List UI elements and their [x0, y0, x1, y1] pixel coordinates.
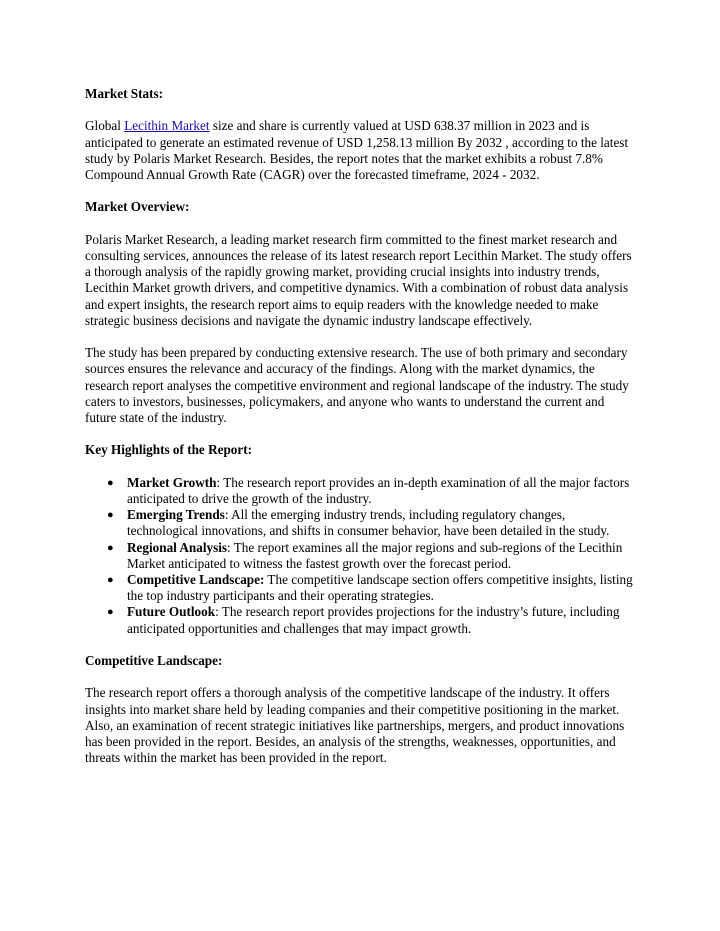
market-overview-heading: Market Overview: [85, 199, 190, 215]
market-overview-paragraph-1: Polaris Market Research, a leading market research firm committed to the finest market research and consulting services, announces the release of its latest research report Lecithin Market. The study offers a thorough analysis of the rapidly growing market, providing crucial insights into industry trends, Lecithin Market growth drivers, and competitive dynamics. With a combination of robust data analysis and expert insights, the research report aims to equip readers with the knowledge needed to make strategic business decisions and navigate the dynamic industry landscape effectively. [85, 231, 632, 328]
highlight-title: Future Outlook [127, 604, 216, 620]
key-highlights-list [85, 475, 636, 637]
highlight-text: The competitive landscape section offers competitive insights, listing the top industry participants and their operating strategies. [127, 572, 633, 604]
highlight-item [107, 539, 636, 572]
key-highlights-heading: Key Highlights of the Report: [85, 442, 253, 458]
lecithin-market-link[interactable]: Lecithin Market [124, 118, 210, 134]
bullet-icon: ● [107, 509, 114, 522]
highlight-text: : All the emerging industry trends, including regulatory changes, technological innovations, and shifts in consumer behavior, have been detailed in the study. [127, 507, 610, 539]
competitive-landscape-heading: Competitive Landscape: [85, 653, 223, 668]
market-stats-paragraph [85, 118, 636, 183]
highlight-title: Market Growth [127, 474, 217, 490]
highlight-item [107, 572, 636, 604]
highlight-item [107, 507, 636, 539]
highlight-text: : The research report provides projections for the industry’s future, including anticipated opportunities and challenges that may impact growth. [127, 604, 620, 636]
highlight-item [107, 474, 636, 507]
bullet-icon: ● [107, 606, 114, 619]
competitive-landscape-paragraph: The research report offers a thorough analysis of the competitive landscape of the industry. It offers insights into market share held by leading companies and their competitive positioning in the market. Also, an examination of recent strategic initiatives like partnerships, mergers, and product innovations has been provided in the report. Besides, an analysis of the strengths, weaknesses, opportunities, and threats within the market has been provided in the report. [85, 685, 625, 766]
market-stats-body: size and share is currently valued at USD 638.37 million in 2023 and is anticipated to generate an estimated revenue of USD 1,258.13 million By 2032 , according to the latest study by Polaris Market Research. Besides, the report notes that the market exhibits a robust 7.8% Compound Annual Growth Rate (CAGR) over the forecasted timeframe, 2024 - 2032. [85, 118, 629, 182]
market-stats-prefix: Global [85, 118, 125, 134]
bullet-icon: ● [107, 476, 114, 489]
highlight-text: : The research report provides an in-depth examination of all the major factors anticipated to drive the growth of the industry. [127, 474, 630, 506]
highlight-text: : The report examines all the major regions and sub-regions of the Lecithin Market anticipated to witness the fastest growth over the forecast period. [127, 539, 623, 571]
bullet-icon: ● [107, 574, 114, 586]
market-overview-paragraph-2: The study has been prepared by conducting extensive research. The use of both primary and secondary sources ensures the relevance and accuracy of the findings. Along with the market dynamics, the research report analyses the competitive environment and regional landscape of the industry. The study caters to investors, businesses, policymakers, and anyone who wants to understand the current and future state of the industry. [85, 345, 629, 425]
highlight-title: Competitive Landscape: [127, 572, 265, 587]
bullet-icon: ● [107, 541, 114, 554]
highlight-title: Emerging Trends [127, 507, 225, 523]
highlight-item [107, 604, 636, 636]
highlight-title: Regional Analysis [127, 539, 228, 555]
market-stats-heading: Market Stats: [85, 86, 164, 101]
